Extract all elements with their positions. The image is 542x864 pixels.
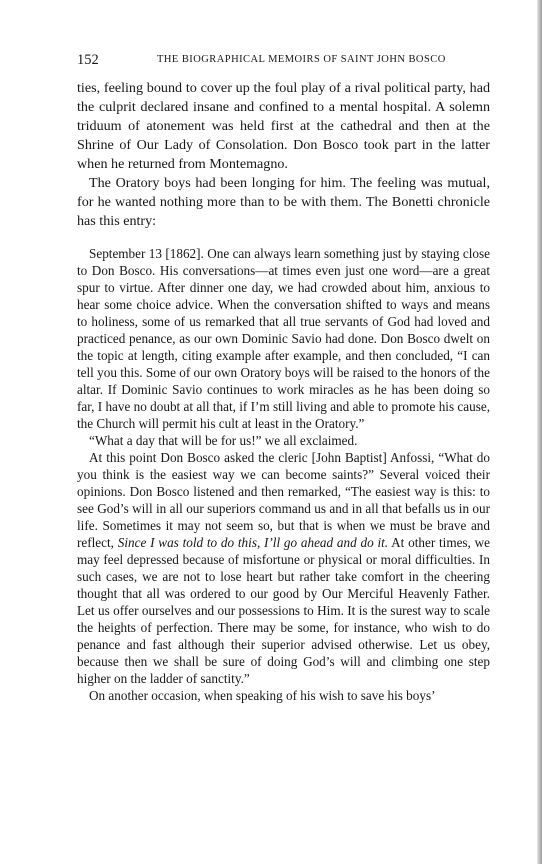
chronicle-entry: September 13 [1862]. One can always learn something just by staying close to Don Bosco. His conversations—at times even just one word—are a great spur to virtue. After dinner one day, we had crowded about him, anxious to hear some choice advice. When the conversation shifted to ways and means to holiness, some of us remarked that all true servants of God had loved and practiced penance, as our own Dominic Savio had done. Don Bosco dwelt on the topic at length, citing example after example, and then concluded, “I can tell you this. Some of our own Oratory boys will be raised to the honors of the altar. If Dominic Savio continues to work miracles as he has been doing so far, I have no doubt at all that, if I’m still living and able to promote his cause, the Church will permit his cult at least in the Oratory.” bbox=[77, 246, 490, 431]
paragraph: “What a day that will be for us!” we all exclaimed. bbox=[89, 433, 358, 448]
page-header bbox=[77, 51, 490, 69]
running-head: THE BIOGRAPHICAL MEMOIRS OF SAINT JOHN BOSCO bbox=[157, 54, 446, 65]
page-edge bbox=[537, 0, 542, 864]
italic-quote: Since I was told to do this, I’ll go ahead and do it. bbox=[117, 535, 389, 550]
page-body bbox=[77, 79, 490, 704]
page-number: 152 bbox=[77, 52, 99, 68]
paragraph-text: At other times, we may feel depressed because of misfortune or physical or moral difficulties. In such cases, we are not to lose heart but rather take comfort in the cheering thought that all was ordered to our good by Our Merciful Heavenly Father. Let us offer ourselves and our possessions to Him. It is the surest way to scale the heights of perfection. There may be some, for instance, who wish to do penance and fast although their superior advised otherwise. Let us obey, because then we shall be sure of doing God’s will and climbing one step higher on the ladder of sanctity.” bbox=[77, 535, 491, 686]
paragraph: ties, feeling bound to cover up the foul play of a rival political party, had the culprit declared insane and confined to a mental hospital. A solemn triduum of atonement was held first at the cathedral and then at the Shrine of Our Lady of Consolation. Don Bosco took part in the latter when he returned from Montemagno. bbox=[77, 80, 490, 172]
paragraph bbox=[77, 449, 490, 687]
paragraph-text: At this point Don Bosco asked the cleric [John Baptist] Anfossi, “What do you think is the easiest way we can become saints?” Several voiced their opinions. Don Bosco listened and then remarked, “The easiest way is this: to see God’s will in all our superiors command us and in all that befalls us in our life. Sometimes it may not seem so, but that is when we must be brave and reflect, bbox=[77, 450, 490, 550]
paragraph: On another occasion, when speaking of his wish to save his boys’ bbox=[89, 688, 436, 703]
paragraph: The Oratory boys had been longing for him. The feeling was mutual, for he wanted nothing more than to be with them. The Bonetti chronicle has this entry: bbox=[77, 175, 490, 229]
